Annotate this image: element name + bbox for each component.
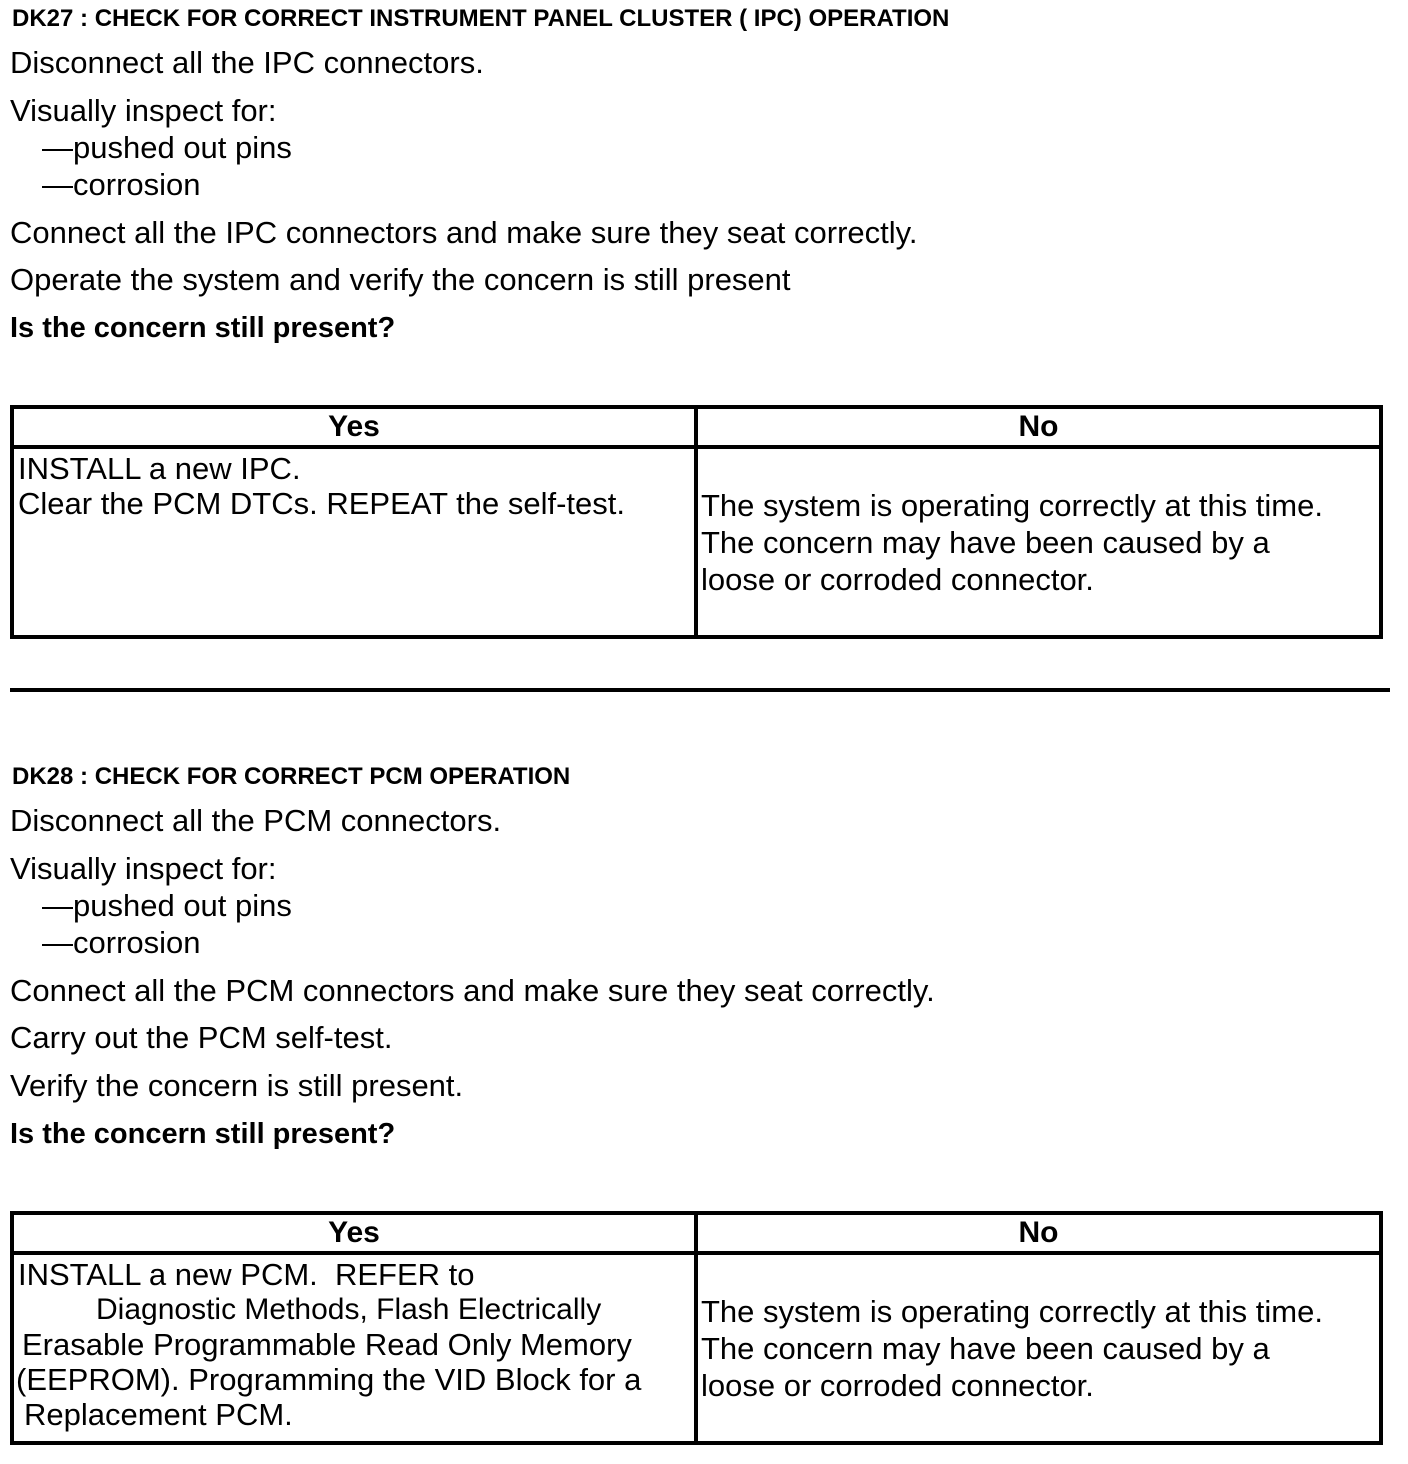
dk28-yes-line: INSTALL a new PCM. REFER to	[18, 1257, 475, 1292]
dk28-yes-line: Diagnostic Methods, Flash Electrically	[96, 1293, 602, 1326]
dk28-bullet-pins: —pushed out pins	[42, 888, 292, 923]
dk28-step-selftest: Carry out the PCM self-test.	[10, 1020, 393, 1055]
dk28-no-line: The system is operating correctly at this time.	[701, 1294, 1323, 1329]
dk28-no-line: The concern may have been caused by a	[701, 1331, 1270, 1366]
dk27-yes-no-table	[10, 405, 1383, 639]
dk27-no-line: The concern may have been caused by a	[701, 525, 1270, 560]
dk28-step-inspect: Visually inspect for:	[10, 851, 277, 886]
dk27-bullet-pins: —pushed out pins	[42, 130, 292, 165]
dk27-step-inspect: Visually inspect for:	[10, 93, 277, 128]
dk27-no-cell	[696, 447, 1381, 637]
dk27-no-line: loose or corroded connector.	[701, 562, 1094, 597]
dk27-step-connect: Connect all the IPC connectors and make sure they seat correctly.	[10, 215, 918, 250]
dk27-yes-line: Clear the PCM DTCs. REPEAT the self-test.	[18, 486, 625, 521]
dk28-yes-cell	[12, 1253, 696, 1443]
dk28-no-header: No	[696, 1213, 1381, 1253]
dk28-step-connect: Connect all the PCM connectors and make sure they seat correctly.	[10, 973, 935, 1008]
dk27-step-disconnect: Disconnect all the IPC connectors.	[10, 45, 484, 80]
dk28-no-line: loose or corroded connector.	[701, 1368, 1094, 1403]
dk28-yes-line: Erasable Programmable Read Only Memory	[22, 1327, 632, 1362]
dk28-yes-no-table	[10, 1211, 1383, 1445]
dk28-yes-header: Yes	[12, 1213, 696, 1253]
dk27-yes-cell	[12, 447, 696, 637]
dk27-yes-line: INSTALL a new IPC.	[18, 451, 301, 486]
dk27-yes-header: Yes	[12, 407, 696, 447]
dk28-yes-line: Replacement PCM.	[24, 1397, 293, 1432]
dk28-question: Is the concern still present?	[10, 1118, 396, 1150]
dk28-no-cell	[696, 1253, 1381, 1443]
dk28-step-disconnect: Disconnect all the PCM connectors.	[10, 803, 502, 838]
dk28-bullet-corrosion: —corrosion	[42, 925, 201, 960]
dk27-bullet-corrosion: —corrosion	[42, 167, 201, 202]
dk28-yes-line: (EEPROM). Programming the VID Block for a	[16, 1362, 642, 1397]
dk28-heading: DK28 : CHECK FOR CORRECT PCM OPERATION	[12, 763, 571, 790]
dk27-step-operate: Operate the system and verify the concern is still present	[10, 262, 791, 297]
dk27-heading: DK27 : CHECK FOR CORRECT INSTRUMENT PANEL CLUSTER ( IPC) OPERATION	[12, 5, 950, 32]
dk27-no-line: The system is operating correctly at this time.	[701, 488, 1323, 523]
section-divider	[10, 688, 1390, 692]
dk28-step-verify: Verify the concern is still present.	[10, 1068, 464, 1103]
dk27-question: Is the concern still present?	[10, 312, 396, 344]
dk27-no-header: No	[696, 407, 1381, 447]
